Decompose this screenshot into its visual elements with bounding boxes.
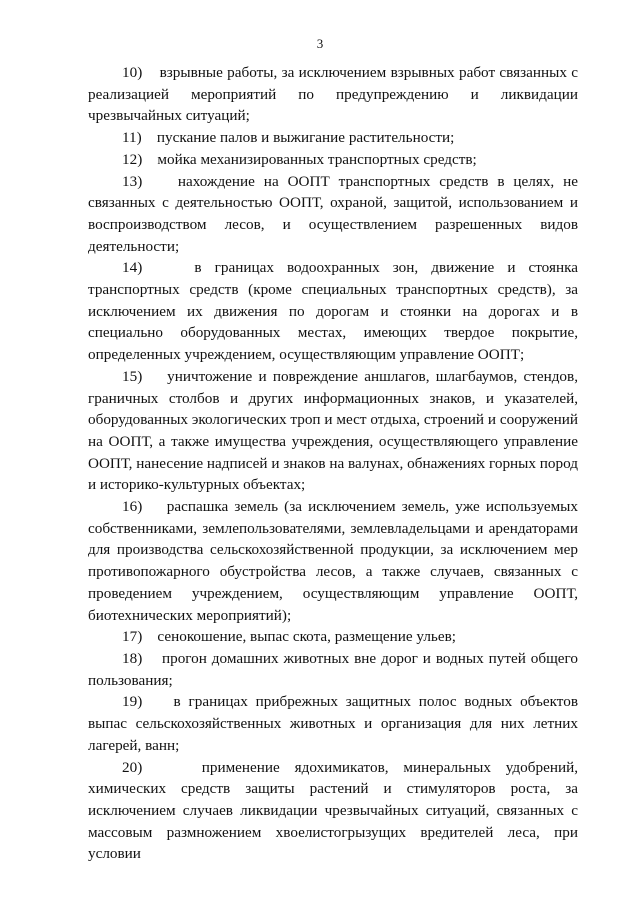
list-item-10: 10) взрывные работы, за исключением взрывных работ связанных с реализацией мероприятий по предупреждению и ликвидации чрезвычайных ситуаций;	[88, 64, 578, 125]
list-item-19: 19) в границах прибрежных защитных полос водных объектов выпас сельскохозяйственных животных и организация для них летних лагерей, ванн;	[88, 693, 578, 754]
list-item-15: 15) уничтожение и повреждение аншлагов, шлагбаумов, стендов, граничных столбов и других информационных знаков, и указателей, оборудованных экологических троп и мест отдыха, строений и сооружений на ООПТ, а также имущества учреждения, осуществляющего управление ООПТ, нанесение надписей и знаков на валунах, обнажениях горных пород и историко-культурных объектах;	[88, 367, 578, 494]
list-item-11: 11) пускание палов и выжигание растительности;	[122, 129, 455, 147]
list-item-20: 20) применение ядохимикатов, минеральных удобрений, химических средств защиты растений и стимуляторов роста, за исключением случаев ликвидации чрезвычайных ситуаций, связанных с массовым размножением хвоелистогрызущих вредителей леса, при условии	[88, 758, 578, 863]
list-item-16: 16) распашка земель (за исключением земель, уже используемых собственниками, землепользователями, землевладельцами и арендаторами для производства сельскохозяйственной продукции, за исключением мер противопожарного обустройства лесов, а также случаев, связанных с проведением учреждением, осуществляющим управление ООПТ, биотехнических мероприятий);	[88, 498, 578, 624]
list-item-12: 12) мойка механизированных транспортных средств;	[122, 150, 477, 168]
page-number: 3	[316, 36, 324, 51]
list-item-14: 14) в границах водоохранных зон, движение и стоянка транспортных средств (кроме специальных транспортных средств), за исключением их движения по дорогам и стоянки на дорогах и в специально оборудованных местах, имеющих твердое покрытие, определенных учреждением, осуществляющим управление ООПТ;	[88, 259, 578, 364]
list-item-17: 17) сенокошение, выпас скота, размещение ульев;	[122, 628, 456, 646]
list-item-18: 18) прогон домашних животных вне дорог и водных путей общего пользования;	[88, 649, 578, 689]
list-item-13: 13) нахождение на ООПТ транспортных средств в целях, не связанных с деятельностью ООПТ, охраной, защитой, использованием и воспроизводством лесов, и осуществлением разрешенных видов деятельности;	[88, 172, 578, 255]
document-body	[88, 62, 578, 865]
